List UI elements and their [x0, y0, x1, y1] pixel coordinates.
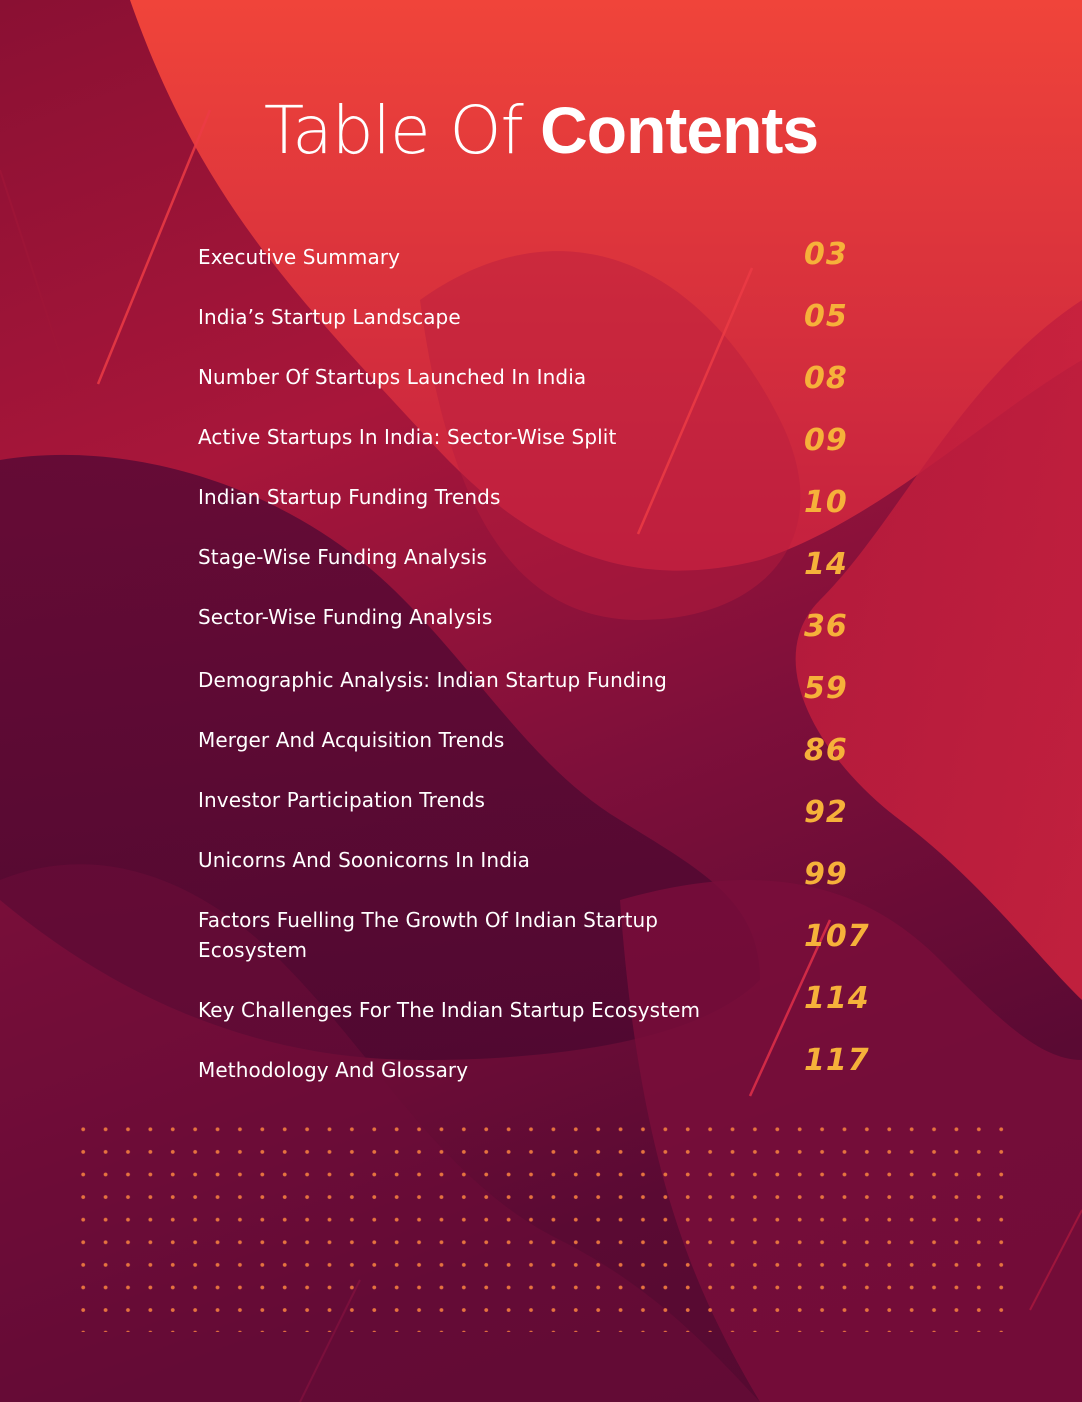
toc-entry-label[interactable]: Sector-Wise Funding Analysis: [198, 605, 493, 629]
toc-entry-page[interactable]: 05: [804, 299, 848, 334]
toc-entry-label[interactable]: Demographic Analysis: Indian Startup Funding: [198, 668, 667, 692]
toc-entry-label[interactable]: Factors Fuelling The Growth Of Indian Startup Ecosystem: [198, 908, 659, 962]
toc-entry-label[interactable]: Merger And Acquisition Trends: [198, 728, 505, 752]
toc-entry-label[interactable]: Investor Participation Trends: [198, 788, 486, 812]
title-light: Table Of: [263, 92, 523, 169]
toc-entry-page[interactable]: 10: [804, 485, 848, 520]
toc-entry-page[interactable]: 59: [804, 671, 848, 706]
toc-entry-page[interactable]: 92: [804, 795, 848, 830]
toc-entry-label[interactable]: Active Startups In India: Sector-Wise Split: [198, 425, 617, 449]
toc-entry-page[interactable]: 03: [804, 237, 848, 272]
toc-entry-label[interactable]: Stage-Wise Funding Analysis: [198, 545, 488, 569]
toc-entry-page[interactable]: 09: [804, 423, 848, 458]
toc-entry-page[interactable]: 107: [804, 919, 870, 954]
toc-entry-page[interactable]: 08: [804, 361, 848, 396]
toc-entry-label[interactable]: Key Challenges For The Indian Startup Ecosystem: [198, 998, 701, 1022]
toc-entry-label[interactable]: India’s Startup Landscape: [198, 305, 461, 329]
toc-entry-label[interactable]: Executive Summary: [198, 245, 401, 269]
toc-entry-label[interactable]: Unicorns And Soonicorns In India: [198, 848, 531, 872]
toc-entry-page[interactable]: 114: [804, 981, 870, 1016]
toc-entry-label[interactable]: Number Of Startups Launched In India: [198, 365, 587, 389]
toc-entry-label[interactable]: Methodology And Glossary: [198, 1058, 469, 1082]
toc-entry-label[interactable]: Indian Startup Funding Trends: [198, 485, 501, 509]
toc-entry-page[interactable]: 14: [804, 547, 848, 582]
toc-entry-page[interactable]: 99: [804, 857, 848, 892]
title-bold: Contents: [540, 93, 819, 167]
toc-entry-page[interactable]: 36: [804, 609, 848, 644]
dot-pattern: [72, 1118, 1014, 1332]
toc-entry-page[interactable]: 117: [804, 1043, 870, 1078]
toc-entry-page[interactable]: 86: [804, 733, 848, 768]
